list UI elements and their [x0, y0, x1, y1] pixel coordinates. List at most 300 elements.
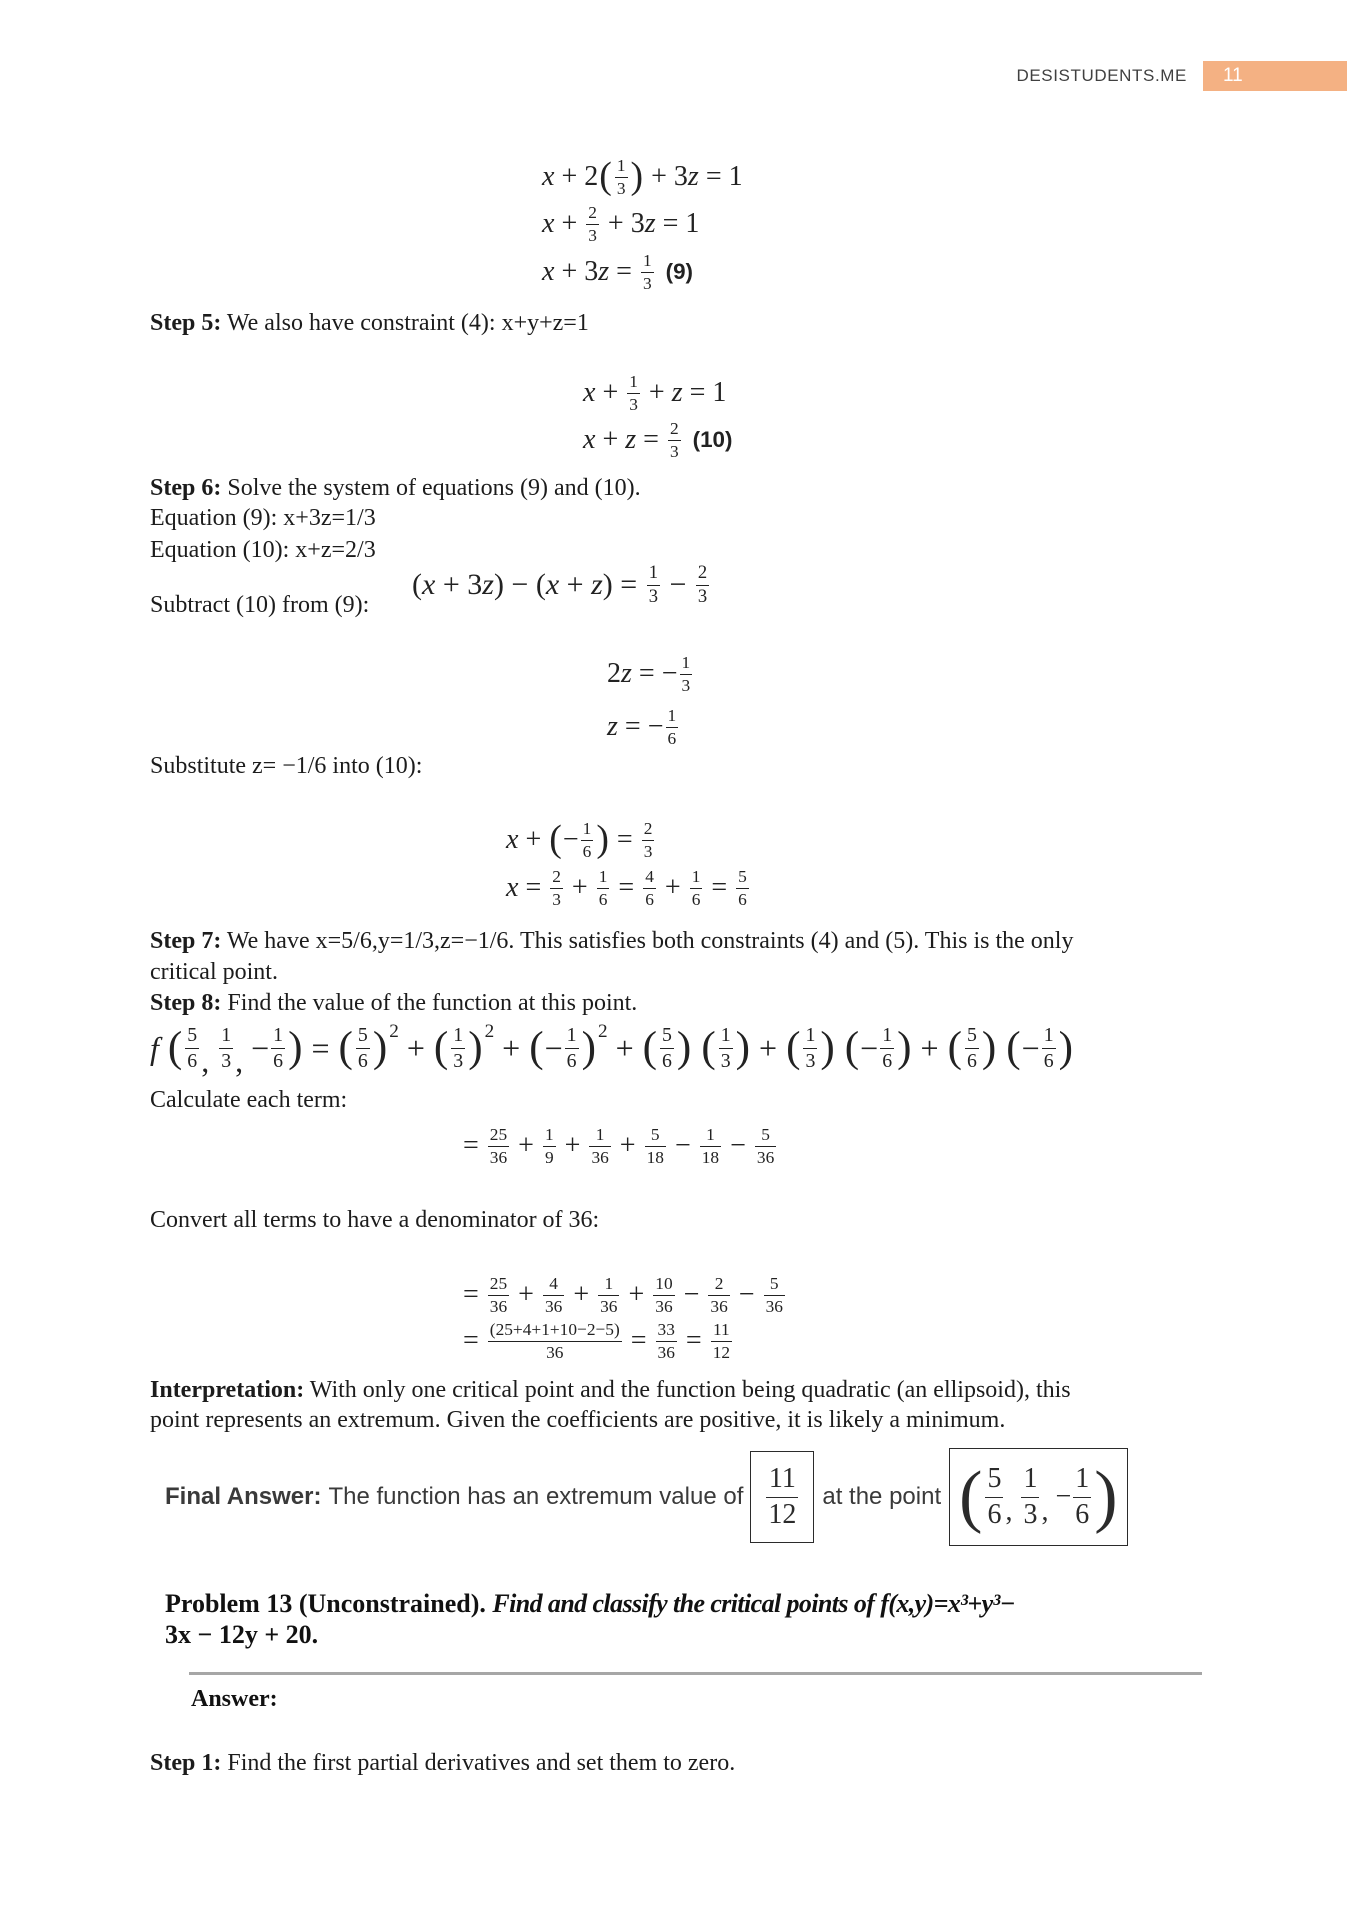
equation-line: [506, 818, 656, 862]
math-delimiter: ): [468, 1024, 483, 1072]
math-variable: z: [598, 256, 610, 287]
math-variable: x: [583, 377, 596, 408]
math-variable: z: [644, 208, 656, 239]
equation-line: [607, 705, 680, 749]
fraction-denominator: 3: [643, 841, 653, 861]
math-text: =: [704, 872, 735, 903]
fraction-numerator: 5: [660, 1024, 674, 1048]
fraction-denominator: 3: [681, 675, 691, 695]
fraction-numerator: 11: [766, 1463, 798, 1497]
fraction: [711, 1320, 732, 1362]
fraction: [766, 1463, 798, 1530]
fraction: [597, 867, 610, 909]
fraction-numerator: 1: [690, 867, 703, 888]
math-text: [692, 1032, 700, 1064]
fraction-numerator: 1: [1021, 1463, 1039, 1497]
fraction-denominator: 3: [669, 441, 679, 461]
fraction-denominator: 6: [1043, 1049, 1054, 1072]
fraction-numerator: 1: [1073, 1463, 1091, 1497]
superscript: 2: [597, 1021, 608, 1043]
math-text: +: [621, 1279, 652, 1310]
fraction: [488, 1125, 509, 1167]
math-variable: z: [671, 377, 683, 408]
math-text: −: [731, 1279, 762, 1310]
fraction-denominator: 3: [720, 1049, 731, 1072]
fraction-numerator: 1: [615, 156, 628, 177]
fraction-numerator: 11: [711, 1320, 732, 1341]
step-5: [150, 311, 589, 335]
answer-heading: Answer:: [191, 1686, 278, 1712]
math-delimiter: ): [372, 1024, 388, 1072]
fraction-numerator: 5: [985, 1463, 1003, 1497]
fraction: [653, 1274, 674, 1316]
math-delimiter: (: [167, 1024, 183, 1072]
math-delimiter: ): [288, 1024, 303, 1072]
fraction-denominator: 3: [588, 225, 597, 245]
fraction: [356, 1024, 370, 1071]
fraction-denominator: 3: [648, 585, 658, 607]
fraction-denominator: 6: [187, 1049, 198, 1072]
fraction-numerator: 4: [643, 867, 656, 888]
math-delimiter: ): [820, 1024, 835, 1072]
superscript: 2: [389, 1021, 399, 1043]
math-text: =: [463, 1130, 486, 1161]
fraction-numerator: 5: [764, 1274, 785, 1295]
math-text: [836, 1032, 844, 1064]
equation-line: [607, 652, 694, 696]
fraction-denominator: 6: [667, 728, 677, 748]
math-text: x +: [506, 824, 549, 855]
fraction-numerator: 1: [271, 1024, 285, 1048]
math-variable: z: [687, 161, 699, 192]
fraction-numerator: 2: [550, 867, 563, 888]
fraction-denominator: 3: [1023, 1498, 1038, 1530]
problem-statement-continued: 3x − 12y + 20.: [165, 1620, 319, 1649]
math-delimiter: (: [599, 155, 612, 198]
fraction: [543, 1274, 564, 1316]
fraction-denominator: 3: [642, 273, 652, 293]
equation-line: [506, 866, 751, 910]
fraction-numerator: 1: [700, 1125, 721, 1146]
math-variable: f: [150, 1030, 159, 1066]
step-text: Find the value of the function at this point.: [227, 990, 638, 1016]
step-7: [150, 929, 1073, 953]
fraction-numerator: 1: [680, 653, 693, 674]
step-8: [150, 991, 637, 1015]
fraction-denominator: 36: [655, 1296, 673, 1316]
interpretation: [150, 1378, 1071, 1402]
math-text: −: [723, 1130, 753, 1161]
step-text: Find the first partial derivatives and set them to zero.: [227, 1750, 736, 1776]
step-1: [150, 1751, 735, 1775]
header-site-name: DESISTUDENTS.ME: [1016, 66, 1187, 85]
math-delimiter: ): [981, 1024, 997, 1072]
fraction-numerator: 2: [586, 203, 599, 224]
math-text: +: [607, 1030, 642, 1066]
equation-line: [583, 371, 726, 415]
problem-label: Problem 13 (Unconstrained).: [165, 1589, 486, 1618]
fraction-numerator: 1: [647, 563, 660, 586]
fraction-numerator: 2: [668, 419, 681, 440]
fraction-numerator: 1: [597, 867, 610, 888]
math-text: −: [662, 568, 694, 601]
fraction-denominator: 6: [987, 1498, 1002, 1530]
fraction: [965, 1024, 979, 1071]
math-text: 2z = −: [607, 658, 678, 689]
fraction-denominator: 3: [453, 1049, 464, 1072]
equation-line: [463, 1273, 787, 1317]
fraction: [647, 563, 660, 608]
equation-10-text: Equation (10): x+z=2/3: [150, 537, 376, 563]
fraction-denominator: 36: [600, 1296, 618, 1316]
equation-9-text: Equation (9): x+3z=1/3: [150, 505, 376, 531]
math-text: +: [398, 1030, 433, 1066]
fraction-denominator: 6: [582, 841, 592, 861]
math-delimiter: (: [642, 1024, 657, 1072]
fraction-denominator: 36: [489, 1147, 508, 1167]
fraction-denominator: 6: [966, 1049, 977, 1072]
fraction-denominator: 6: [357, 1049, 368, 1072]
fraction-numerator: 4: [543, 1274, 564, 1295]
fraction-denominator: 3: [552, 889, 561, 909]
math-text: +: [511, 1130, 541, 1161]
math-delimiter: (: [947, 1024, 962, 1072]
fraction-denominator: 36: [591, 1147, 609, 1167]
fraction: [656, 1320, 677, 1362]
fraction-numerator: 25: [488, 1125, 509, 1146]
fraction-denominator: 6: [645, 889, 654, 909]
fraction-denominator: 36: [489, 1296, 508, 1316]
equation-line: [412, 563, 711, 607]
math-delimiter: (: [338, 1024, 353, 1072]
fraction-denominator: 36: [544, 1296, 563, 1316]
function-value-expression: [150, 1020, 1074, 1079]
step-label: Step 7:: [150, 928, 222, 954]
boxed-critical-point: [949, 1448, 1127, 1546]
fraction: [708, 1274, 729, 1316]
fraction-denominator: 36: [765, 1296, 783, 1316]
math-delimiter: (: [529, 1024, 544, 1072]
fraction-denominator: 18: [646, 1147, 664, 1167]
fraction-denominator: 36: [756, 1147, 775, 1167]
fraction-numerator: 33: [656, 1320, 677, 1341]
math-delimiter: ): [676, 1024, 692, 1072]
math-variable: x: [506, 872, 519, 903]
math-text: −: [562, 824, 579, 855]
fraction-numerator: 1: [719, 1024, 733, 1048]
math-text: =: [678, 1325, 709, 1356]
math-text: x + 2: [542, 161, 599, 192]
fraction-denominator: 36: [657, 1342, 675, 1362]
final-answer: [165, 1447, 1128, 1547]
math-delimiter: (: [844, 1024, 860, 1072]
math-variable: x: [506, 824, 519, 855]
math-variable: z: [625, 424, 637, 455]
fraction-denominator: 6: [662, 1049, 672, 1072]
fraction: [586, 203, 599, 245]
fraction: [565, 1024, 579, 1071]
fraction: [488, 1320, 622, 1362]
fraction-denominator: 6: [598, 889, 608, 909]
math-text: =: [303, 1030, 338, 1066]
step-label: Step 1:: [150, 1750, 222, 1776]
step-text: We have x=5/6,y=1/3,z=−1/6. This satisfies both constraints (4) and (5). This is the only: [226, 928, 1074, 954]
math-text: −: [251, 1030, 270, 1066]
math-text: [997, 1032, 1005, 1064]
step-text: We also have constraint (4): x+y+z=1: [226, 310, 589, 336]
fraction-denominator: 3: [221, 1049, 232, 1072]
math-text: + 3z = 1: [600, 208, 700, 239]
fraction-numerator: 2: [642, 819, 655, 840]
interpretation-continued: point represents an extremum. Given the coefficients are positive, it is likely a minimum.: [150, 1407, 1006, 1433]
math-delimiter: ): [581, 1024, 596, 1072]
fraction: [641, 251, 654, 293]
calculate-label: Calculate each term:: [150, 1087, 348, 1113]
fraction: [668, 419, 681, 461]
step-6: [150, 476, 641, 500]
fraction-numerator: 1: [451, 1024, 465, 1048]
math-text: x + 3z =: [542, 256, 639, 287]
fraction-denominator: 6: [882, 1049, 893, 1072]
fraction-numerator: 5: [185, 1024, 199, 1048]
convert-label: Convert all terms to have a denominator of 36:: [150, 1207, 600, 1233]
math-delimiter: ): [1094, 1458, 1118, 1535]
equation-tag: (10): [692, 426, 733, 452]
fraction: [736, 867, 749, 909]
step-7-continued: critical point.: [150, 959, 278, 985]
math-delimiter: (: [549, 818, 562, 861]
fraction-denominator: 3: [629, 394, 638, 414]
equation-line: [463, 1124, 778, 1168]
step-label: Step 5:: [150, 310, 222, 336]
fraction-numerator: 1: [641, 251, 654, 272]
math-punctuation: ,: [201, 1042, 218, 1079]
math-delimiter: ): [1058, 1024, 1074, 1072]
superscript: 2: [484, 1021, 495, 1043]
fraction-numerator: 1: [581, 819, 594, 840]
math-variable: x: [542, 256, 555, 287]
math-text: −: [676, 1279, 707, 1310]
problem-heading: [165, 1591, 1015, 1617]
fraction: [219, 1024, 233, 1071]
math-text: x =: [506, 872, 549, 903]
fraction: [488, 1274, 509, 1316]
math-delimiter: ): [897, 1024, 912, 1072]
math-text: −: [1055, 1481, 1072, 1512]
math-text: +: [494, 1030, 529, 1066]
math-text: +: [657, 872, 688, 903]
math-text: x +: [542, 208, 585, 239]
math-text: +: [511, 1279, 541, 1310]
equation-tag: (9): [665, 258, 693, 284]
equation-line: [583, 418, 732, 462]
math-variable: z: [482, 568, 494, 601]
fraction: [803, 1024, 817, 1071]
fraction-numerator: 5: [736, 867, 749, 888]
fraction-numerator: 1: [666, 706, 679, 727]
fraction-numerator: 2: [696, 563, 709, 586]
fraction-numerator: 1: [627, 372, 640, 393]
math-text: + z = 1: [641, 377, 727, 408]
fraction-denominator: 6: [273, 1049, 284, 1072]
fraction-numerator: (25+4+1+10−2−5): [488, 1320, 622, 1341]
math-text: +: [564, 872, 595, 903]
substitute-label: Substitute z= −1/6 into (10):: [150, 753, 423, 779]
math-delimiter: ): [630, 155, 644, 198]
math-text: (x + 3z) − (x + z) =: [412, 568, 645, 601]
math-text: −: [667, 1130, 698, 1161]
fraction-numerator: 5: [645, 1125, 666, 1146]
subtract-label: Subtract (10) from (9):: [150, 592, 370, 618]
math-variable: x: [545, 568, 560, 601]
math-text: =: [463, 1325, 486, 1356]
fraction-denominator: 6: [1075, 1498, 1090, 1530]
final-answer-text: The function has an extremum value of: [328, 1483, 744, 1510]
step-label: Step 8:: [150, 990, 222, 1016]
fraction: [645, 1125, 666, 1167]
equation-line: [542, 155, 743, 199]
fraction-denominator: 36: [710, 1296, 728, 1316]
fraction: [543, 1125, 556, 1167]
math-delimiter: ): [596, 818, 609, 861]
math-delimiter: ): [735, 1024, 751, 1072]
fraction: [643, 867, 656, 909]
math-text: x +: [583, 377, 626, 408]
fraction: [666, 706, 679, 748]
fraction: [680, 653, 693, 695]
fraction: [696, 563, 709, 608]
fraction: [880, 1024, 894, 1071]
fraction-denominator: 3: [616, 178, 626, 198]
math-variable: z: [621, 658, 632, 689]
fraction-numerator: 5: [755, 1125, 776, 1146]
math-delimiter: (: [1006, 1024, 1021, 1072]
final-answer-connector: at the point: [822, 1483, 942, 1510]
fraction-numerator: 25: [488, 1274, 509, 1295]
math-variable: x: [542, 208, 555, 239]
fraction-denominator: 12: [712, 1342, 731, 1362]
fraction: [581, 819, 594, 861]
step-text: Solve the system of equations (9) and (10).: [227, 475, 641, 501]
math-variable: z: [607, 711, 618, 742]
fraction: [642, 819, 655, 861]
fraction: [1021, 1463, 1039, 1530]
step-label: Step 6:: [150, 475, 222, 501]
fraction-denominator: 3: [697, 585, 708, 607]
interpretation-label: Interpretation:: [150, 1377, 305, 1403]
fraction: [700, 1125, 721, 1167]
math-text: [150, 1032, 167, 1064]
math-text: =: [623, 1325, 654, 1356]
fraction-numerator: 1: [543, 1125, 556, 1146]
fraction-denominator: 6: [566, 1049, 577, 1072]
math-text: −: [860, 1030, 879, 1066]
divider: [189, 1672, 1202, 1675]
fraction: [719, 1024, 733, 1071]
fraction-numerator: 5: [356, 1024, 370, 1048]
math-text: +: [566, 1279, 597, 1310]
fraction: [1073, 1463, 1091, 1530]
fraction-numerator: 1: [589, 1125, 610, 1146]
fraction: [185, 1024, 199, 1071]
fraction-numerator: 10: [653, 1274, 674, 1295]
math-text: +: [751, 1030, 786, 1066]
fraction-denominator: 12: [768, 1498, 797, 1530]
fraction: [985, 1463, 1003, 1530]
fraction: [690, 867, 703, 909]
math-variable: x: [542, 161, 555, 192]
math-variable: z: [591, 568, 603, 601]
math-text: −: [1021, 1030, 1040, 1066]
math-delimiter: (: [433, 1024, 449, 1072]
math-text: + 3z = 1: [644, 161, 743, 192]
math-text: −: [544, 1030, 563, 1066]
math-variable: x: [422, 568, 436, 601]
math-text: =: [609, 824, 640, 855]
problem-statement: Find and classify the critical points of f(x,y)=x³+y³−: [492, 1589, 1015, 1618]
fraction-numerator: 1: [565, 1024, 579, 1048]
fraction: [589, 1125, 610, 1167]
math-punctuation: ,: [1041, 1496, 1056, 1528]
fraction-denominator: 6: [738, 889, 747, 909]
math-text: +: [557, 1130, 588, 1161]
math-text: =: [611, 872, 642, 903]
fraction-numerator: 2: [708, 1274, 729, 1295]
equation-line: [463, 1319, 734, 1363]
fraction: [764, 1274, 785, 1316]
math-variable: x: [583, 424, 596, 455]
fraction-numerator: 1: [880, 1024, 894, 1048]
math-delimiter: (: [959, 1458, 983, 1535]
fraction-denominator: 36: [546, 1342, 564, 1362]
math-text: x + z =: [583, 424, 666, 455]
final-answer-label: Final Answer:: [165, 1483, 322, 1510]
fraction: [451, 1024, 465, 1071]
fraction-numerator: 1: [219, 1024, 233, 1048]
fraction-denominator: 18: [701, 1147, 720, 1167]
fraction: [271, 1024, 285, 1071]
fraction: [1042, 1024, 1056, 1071]
math-delimiter: (: [701, 1024, 716, 1072]
fraction-numerator: 1: [598, 1274, 619, 1295]
equation-line: [542, 202, 699, 246]
fraction-numerator: 5: [965, 1024, 979, 1048]
math-text: =: [463, 1279, 486, 1310]
math-punctuation: ,: [1005, 1496, 1020, 1528]
equation-line: [542, 250, 693, 294]
boxed-extremum-value: [750, 1451, 814, 1543]
fraction-numerator: 1: [803, 1024, 817, 1048]
math-text: +: [912, 1030, 947, 1066]
fraction-numerator: 1: [1042, 1024, 1056, 1048]
fraction: [550, 867, 563, 909]
fraction: [755, 1125, 776, 1167]
math-delimiter: (: [786, 1024, 801, 1072]
math-text: +: [612, 1130, 643, 1161]
fraction: [598, 1274, 619, 1316]
fraction: [660, 1024, 674, 1071]
page-number-badge: [1203, 61, 1347, 91]
fraction: [615, 156, 628, 198]
math-punctuation: ,: [235, 1042, 252, 1079]
page-number: 11: [1223, 65, 1243, 86]
fraction-denominator: 9: [544, 1147, 554, 1167]
fraction-denominator: 6: [691, 889, 701, 909]
fraction: [627, 372, 640, 414]
interpretation-text: With only one critical point and the function being quadratic (an ellipsoid), this: [309, 1377, 1071, 1403]
fraction-denominator: 3: [805, 1049, 816, 1072]
math-text: z = −: [607, 711, 664, 742]
